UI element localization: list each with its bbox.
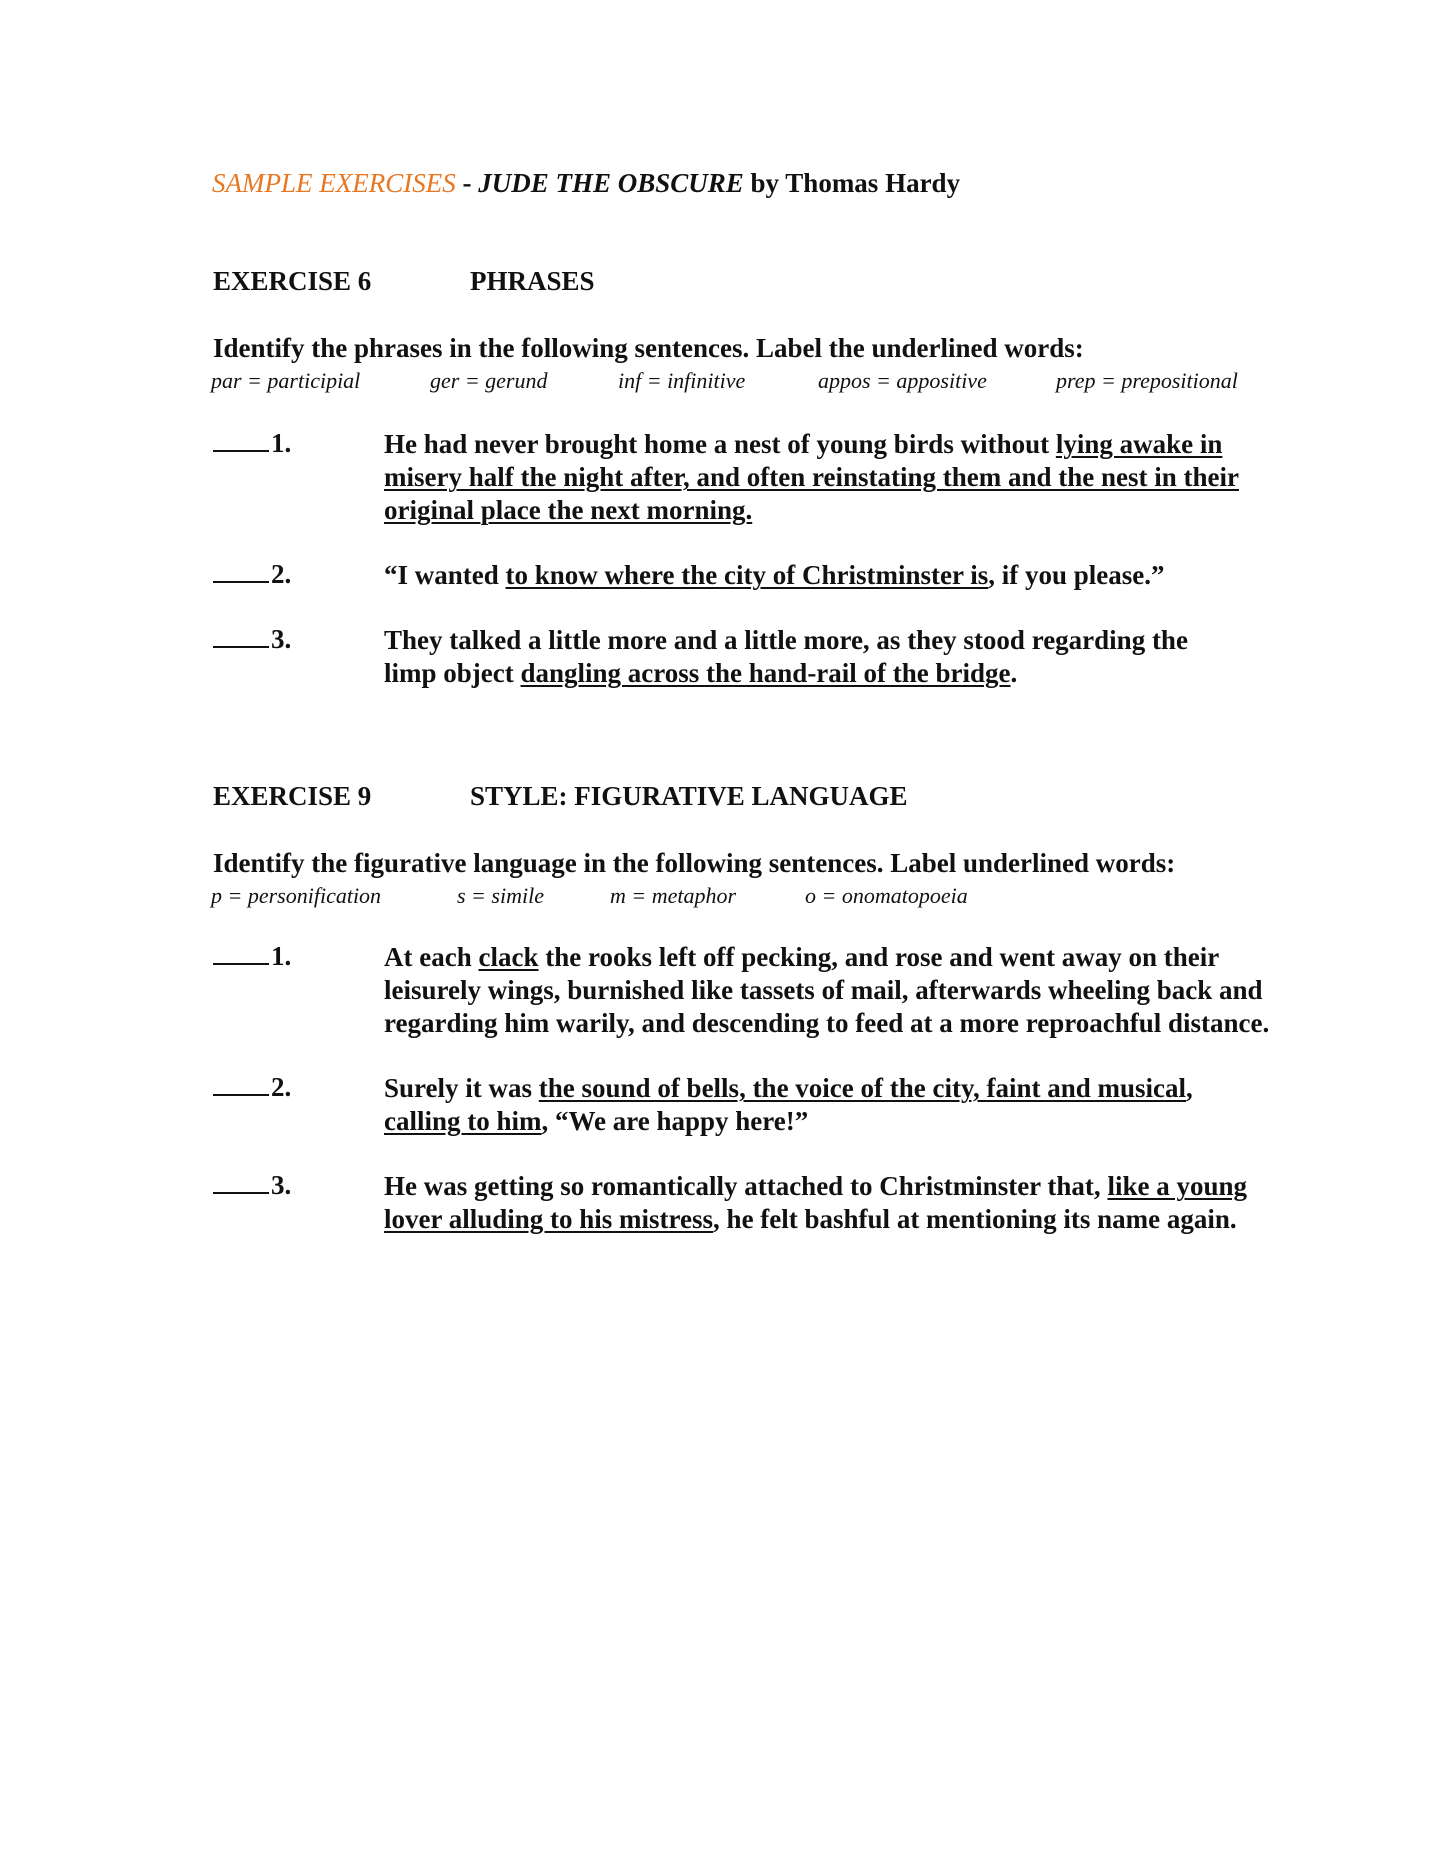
- exercise-6-question-2-text: “I wanted to know where the city of Christminster is, if you please.”: [384, 560, 1165, 590]
- answer-blank[interactable]: [213, 628, 269, 648]
- exercise-6-key-par: par = participial: [211, 368, 361, 393]
- exercise-6-key-ger: ger = gerund: [430, 368, 548, 393]
- answer-blank[interactable]: [213, 563, 269, 583]
- exercise-9-topic: STYLE: FIGURATIVE LANGUAGE: [470, 781, 908, 811]
- exercise-6-topic: PHRASES: [470, 266, 595, 296]
- exercise-9-key-p: p = personification: [211, 883, 382, 908]
- answer-blank[interactable]: [213, 945, 269, 965]
- page-title: [212, 168, 960, 199]
- exercise-9-question-3-number: 3.: [213, 1170, 291, 1201]
- exercise-9-key-o: o = onomatopoeia: [805, 883, 968, 908]
- exercise-6-key-inf: inf = infinitive: [618, 368, 746, 393]
- exercise-9-number: EXERCISE 9: [213, 781, 372, 811]
- exercise-6-number: EXERCISE 6: [213, 266, 372, 296]
- exercise-6-question-3-number: 3.: [213, 624, 291, 655]
- exercise-9-question-3-text: He was getting so romantically attached to Christminster that, like a young lover alluding to his mistress, he felt bashful at mentioning its name again.: [384, 1171, 1247, 1234]
- title-author: by Thomas Hardy: [743, 168, 961, 198]
- title-separator: -: [455, 168, 479, 198]
- answer-blank[interactable]: [213, 1076, 269, 1096]
- exercise-6-question-1-text: He had never brought home a nest of young birds without lying awake in misery half the night after, and often reinstating them and the nest in their original place the next morning.: [384, 429, 1239, 525]
- exercise-9-question-1-number: 1.: [213, 941, 291, 972]
- answer-blank[interactable]: [213, 432, 269, 452]
- exercise-9-instruction: Identify the figurative language in the following sentences. Label underlined words:: [213, 848, 1176, 878]
- exercise-6-key-prep: prep = prepositional: [1056, 368, 1238, 393]
- exercise-9-question-1-text: At each clack the rooks left off pecking, and rose and went away on their leisurely wings, burnished like tassets of mail, afterwards wheeling back and regarding him warily, and descending to feed at a more reproachful distance.: [384, 942, 1270, 1038]
- exercise-9-key-s: s = simile: [457, 883, 544, 908]
- exercise-6-question-3-text: They talked a little more and a little more, as they stood regarding the limp object dangling across the hand-rail of the bridge.: [384, 625, 1188, 688]
- exercise-6-key-appos: appos = appositive: [818, 368, 987, 393]
- exercise-9-key-m: m = metaphor: [610, 883, 737, 908]
- exercise-6-question-2-number: 2.: [213, 559, 291, 590]
- answer-blank[interactable]: [213, 1174, 269, 1194]
- exercise-6-question-1-number: 1.: [213, 428, 291, 459]
- exercise-9-question-2-text: Surely it was the sound of bells, the voice of the city, faint and musical, calling to him, “We are happy here!”: [384, 1073, 1193, 1136]
- exercise-9-question-2-number: 2.: [213, 1072, 291, 1103]
- title-label: SAMPLE EXERCISES: [212, 168, 456, 198]
- exercise-6-instruction: Identify the phrases in the following sentences. Label the underlined words:: [213, 333, 1084, 363]
- title-book: JUDE THE OBSCURE: [478, 168, 744, 198]
